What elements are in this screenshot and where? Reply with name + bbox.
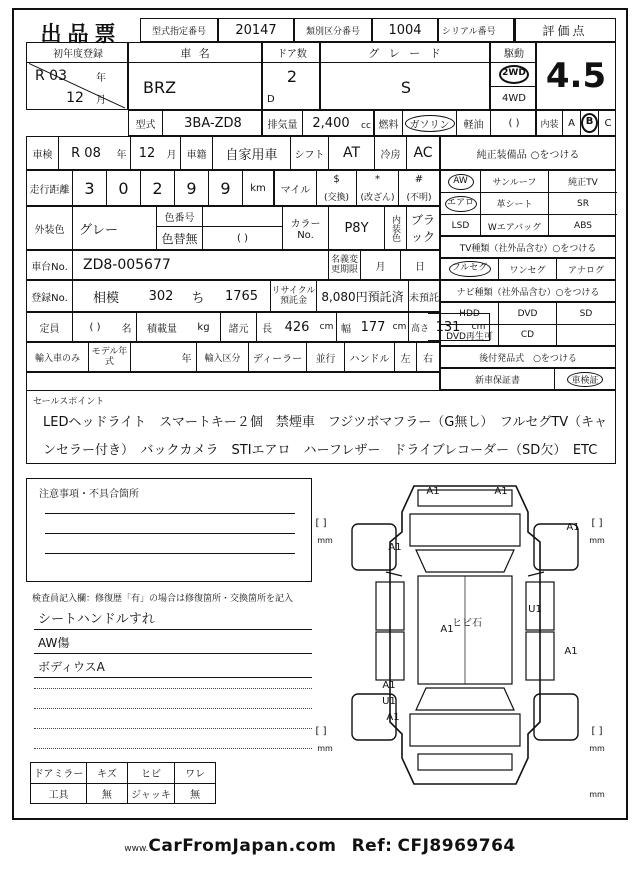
handle-label: ハンドル	[345, 343, 395, 371]
mark-front-right: A1	[494, 485, 508, 497]
caution-label: 注意事項・不具合箇所	[39, 488, 139, 500]
first-registration-block	[26, 42, 128, 110]
damage-header-break: ワレ	[175, 763, 216, 784]
mileage-digit-3: 2	[141, 171, 175, 205]
navi-sd: SD	[557, 303, 615, 325]
mm-left-front: mm	[317, 535, 333, 545]
recycle-deposit-label: リサイクル預託金	[271, 281, 317, 311]
door-count-block	[262, 42, 320, 110]
footer-url: www.	[124, 844, 149, 854]
import-type-label: 輸入区分	[197, 343, 249, 371]
mileage-digit-2: 0	[107, 171, 141, 205]
interior-color-label: 内装色	[385, 207, 407, 249]
opt-sunroof: サンルーフ	[481, 171, 549, 193]
center-label-dup	[450, 602, 480, 616]
registration-row	[26, 280, 440, 312]
mile-label: マイル	[275, 171, 317, 205]
inspection-row	[26, 136, 440, 170]
ac-label: 冷房	[375, 137, 407, 169]
mileage-replaced: (交換)	[317, 187, 357, 205]
door-count-value: 2	[286, 66, 298, 86]
navi-dvd: DVD	[499, 303, 557, 325]
height-label: 高さ	[410, 323, 429, 334]
inspection-month: 12	[138, 145, 156, 161]
registration-place: 相模	[92, 290, 119, 306]
first-registration-month: 12	[66, 90, 84, 106]
navi-blank	[557, 325, 615, 345]
mileage-unit: km	[250, 182, 266, 194]
navi-cd: CD	[499, 325, 557, 345]
header-codes	[140, 18, 514, 42]
handle-right: 右	[423, 353, 433, 365]
katashiki-code-label: 型式指定番号	[140, 18, 218, 42]
mileage-dollar: $	[317, 171, 357, 187]
mileage-asterisk: *	[357, 171, 399, 187]
opt-abs: ABS	[574, 221, 592, 231]
ruibetsu-code-value: 1004	[372, 18, 438, 42]
height-unit: cm	[468, 313, 490, 341]
grade-value: S	[400, 77, 412, 97]
import-parallel: 並行	[307, 343, 345, 371]
name-change-month: 月	[361, 251, 401, 279]
score-value: 4.5	[536, 42, 616, 110]
recycle-deposit-value: 8,080円預託済	[317, 281, 409, 311]
inspection-label: 車検	[27, 137, 59, 169]
damage-header-crack: ヒビ	[127, 763, 175, 784]
opt-dual-airbag: Wエアバッグ	[481, 215, 549, 237]
tv-type-header: TV種類（社外品含む）○をつける	[440, 236, 616, 258]
displacement-value: 2,400	[312, 115, 350, 131]
katashiki-code-value: 20147	[218, 18, 294, 42]
mm-right-front: mm	[589, 535, 605, 545]
ac-value: AC	[413, 145, 433, 161]
load-unit: kg	[187, 313, 221, 341]
import-label: 輸入車のみ	[27, 343, 89, 371]
mark-right-door-u1: U1	[528, 603, 542, 615]
mileage-label: 走行距離	[27, 171, 73, 205]
opt-leather-seat: 革シート	[481, 193, 549, 215]
opt-sr: SR	[549, 193, 617, 215]
inspector-label: 検査員記入欄：修復歴「有」の場合は修復箇所・交換箇所を記入	[32, 593, 294, 604]
inspection-year: R 08	[71, 145, 101, 161]
navi-type-grid	[440, 302, 616, 346]
drive-4wd: 4WD	[502, 92, 526, 104]
mileage-tampered: (改ざん)	[357, 187, 399, 205]
spec-label: 諸元	[221, 313, 257, 341]
sales-point-block	[26, 390, 616, 464]
vehicle-use-value: 自家用車	[213, 137, 291, 169]
width-label: 幅	[341, 323, 351, 335]
caution-line-3	[45, 553, 295, 554]
navi-dvd-play: DVD再生可	[441, 325, 499, 345]
fuel-gasoline: ガソリン	[403, 111, 457, 135]
mark-right-rear-door: A1	[564, 645, 578, 657]
color-number-label: カラーNo.	[283, 207, 329, 249]
model-code-block	[128, 110, 262, 136]
name-change-label: 名義変更期限	[329, 251, 361, 279]
damage-table	[30, 762, 216, 804]
model-year-value	[131, 343, 177, 371]
damage-tool-value: 無	[87, 783, 128, 804]
tv-fullseg: フルセグ	[441, 259, 499, 279]
warranty-row	[440, 368, 616, 390]
damage-jack-label: ジャッキ	[127, 783, 175, 804]
exterior-color-label: 外装色	[27, 207, 73, 249]
color-row	[26, 206, 440, 250]
mileage-digit-4: 9	[175, 171, 209, 205]
import-dealer: ディーラー	[249, 343, 307, 371]
mark-front-left: A1	[426, 485, 440, 497]
inspection-month-unit: 月	[163, 137, 181, 169]
vin-value: ZD8-005677	[73, 251, 329, 279]
bracket-left-front: [ ]	[315, 517, 327, 529]
length-label: 長	[262, 323, 272, 335]
interior-grade-label: 内装	[537, 111, 563, 135]
mark-left-rear-u1: U1	[382, 695, 396, 707]
color-number-value: P8Y	[329, 207, 385, 249]
footer-brand: CarFromJapan.com	[148, 836, 337, 856]
capacity-value: ( )	[89, 321, 101, 333]
mileage-row	[26, 170, 274, 206]
fuel-diesel: 軽油	[457, 111, 491, 135]
footer-ref-value: CFJ8969764	[397, 836, 516, 856]
model-year-label: モデル年式	[89, 343, 131, 371]
inspector-line-6	[34, 728, 312, 729]
mileage-hash: #	[414, 173, 424, 185]
aftermarket-header: 後付発品式 ○をつける	[440, 346, 616, 368]
footer	[0, 836, 640, 856]
displacement-block	[262, 110, 374, 136]
model-code-label: 型式	[129, 111, 163, 135]
bracket-left-rear: [ ]	[315, 725, 327, 737]
vin-label: 車台No.	[27, 251, 73, 279]
color-code-value: 色替無	[157, 227, 203, 249]
interior-grade-a: A	[563, 111, 581, 135]
inspector-line-7	[34, 748, 312, 749]
capacity-label: 定員	[27, 313, 73, 341]
capacity-unit: 名	[117, 313, 137, 341]
car-damage-diagram	[314, 472, 616, 808]
damage-table-row	[31, 783, 216, 804]
car-name-value: BRZ	[143, 77, 177, 97]
tv-type-row	[440, 258, 616, 280]
model-year-unit: 年	[177, 343, 197, 371]
ruibetsu-code-label: 類別区分番号	[294, 18, 372, 42]
registration-kana: ち	[191, 290, 205, 306]
caution-line-2	[45, 533, 295, 534]
fuel-other: ( )	[508, 117, 520, 129]
mileage-flags	[274, 170, 440, 206]
new-car-warranty: 新車保証書	[441, 369, 555, 389]
mark-left-rear-a1: A1	[382, 679, 396, 691]
interior-color-value: ブラック	[410, 213, 435, 244]
mark-left-front-fender: A1	[388, 541, 402, 553]
page-title: 出品票	[40, 22, 122, 46]
interior-grade-c: C	[604, 117, 612, 129]
registration-label: 登録No.	[27, 281, 73, 311]
drive-label: 駆動	[491, 43, 537, 63]
opt-aero: エアロ	[441, 193, 481, 215]
handle-left: 左	[395, 343, 417, 371]
mm-right-rear: mm	[589, 743, 605, 753]
displacement-unit: cc	[361, 121, 371, 131]
inspector-note-1: シートハンドルすれ	[34, 606, 312, 630]
length-value: 426	[284, 319, 310, 335]
color-code-label: 色番号	[157, 207, 203, 227]
sales-point-line1: LEDヘッドライト スマートキー２個 禁煙車 フジツボマフラー（G無し） フルセグTV（キャ	[43, 414, 608, 430]
opt-aw: AW	[441, 171, 481, 193]
drive-2wd: 2WD	[491, 63, 537, 87]
sales-point-label: セールスポイント	[33, 396, 105, 407]
width-unit: cm	[391, 313, 409, 341]
exterior-color-value: グレー	[73, 207, 157, 249]
inspector-line-4	[34, 688, 312, 689]
month-unit: 月	[96, 94, 106, 106]
registration-class: 302	[148, 288, 174, 304]
bracket-right-front: [ ]	[591, 517, 603, 529]
oem-equipment-header: 純正装備品 ○をつける	[440, 136, 616, 170]
damage-header-mirror: ドアミラー	[31, 763, 87, 784]
mark-left-door: A1	[440, 623, 454, 635]
damage-table-inner	[30, 762, 216, 804]
sales-point-spacer	[26, 372, 440, 390]
height-value: 131	[428, 313, 468, 341]
mileage-digit-1: 3	[73, 171, 107, 205]
inspection-cert: 車検証	[555, 369, 615, 389]
mileage-unknown: (不明)	[406, 192, 432, 203]
first-registration-label: 初年度登録	[27, 43, 129, 63]
serial-label: シリアル番号	[438, 18, 516, 42]
import-row	[26, 342, 440, 372]
interior-grade-block	[536, 110, 616, 136]
mileage-digit-5: 9	[209, 171, 243, 205]
footer-ref-label: Ref:	[351, 836, 393, 856]
model-code-value: 3BA-ZD8	[184, 115, 242, 131]
damage-table-header-row	[31, 763, 216, 784]
oem-equipment-grid	[440, 170, 616, 236]
registration-number: 1765	[213, 281, 271, 311]
drive-block	[490, 42, 536, 110]
fuel-label: 燃料	[375, 111, 403, 135]
mm-left-rear: mm	[317, 743, 333, 753]
inspection-year-unit: 年	[113, 137, 131, 169]
sales-point-line2: ンセラー付き） バックカメラ STIエアロ ハーフレザー ドライブレコーダー（SD欠） ETC	[43, 442, 598, 458]
inspector-line-5	[34, 708, 312, 709]
tv-oneseg: ワンセグ	[499, 259, 557, 279]
length-unit: cm	[317, 313, 337, 341]
first-registration-year: R 03	[35, 68, 67, 84]
interior-grade-b: B	[581, 111, 599, 135]
navi-hdd: HDD	[441, 303, 499, 325]
mark-right-front-fender: A1	[566, 521, 580, 533]
vin-row	[26, 250, 440, 280]
displacement-label: 排気量	[263, 111, 303, 135]
car-name-block	[128, 42, 262, 110]
shift-value: AT	[329, 137, 375, 169]
tv-analog: アナログ	[567, 265, 604, 276]
color-code-paren: ( )	[203, 227, 283, 249]
damage-jack-value: 無	[175, 783, 216, 804]
recycle-deposit-status: 未預託	[409, 292, 439, 304]
sheet-border	[12, 8, 628, 820]
grade-label: グ レ ー ド	[321, 43, 491, 63]
capacity-row	[26, 312, 440, 342]
shift-label: シフト	[291, 137, 329, 169]
year-unit: 年	[96, 72, 106, 84]
fuel-block	[374, 110, 536, 136]
load-label: 積載量	[147, 323, 177, 335]
color-code-blank	[203, 207, 283, 227]
caution-box	[26, 478, 312, 582]
caution-line-1	[45, 513, 295, 514]
door-count-unit: D	[267, 93, 275, 105]
inspector-note-2: AW傷	[34, 632, 312, 654]
vehicle-use-label: 車籍	[181, 137, 213, 169]
opt-oemtv: 純正TV	[549, 171, 617, 193]
bracket-right-rear: [ ]	[591, 725, 603, 737]
navi-type-header: ナビ種類（社外品含む）○をつける	[440, 280, 616, 302]
damage-header-scratch: キズ	[87, 763, 128, 784]
mm-bottom-right: mm	[589, 789, 605, 799]
center-label: ヒビ石	[452, 617, 482, 629]
grade-block	[320, 42, 490, 110]
door-count-label: ドア数	[263, 43, 321, 63]
mark-left-rear-fender: A1	[386, 711, 400, 723]
name-change-day: 日	[415, 261, 425, 273]
opt-lsd: LSD	[441, 215, 481, 237]
damage-tool-label: 工具	[31, 783, 87, 804]
car-name-label: 車 名	[129, 43, 263, 63]
width-value: 177	[360, 319, 386, 335]
score-label-cell: 評価点	[514, 18, 616, 42]
inspector-note-3: ボディウスA	[34, 656, 312, 678]
